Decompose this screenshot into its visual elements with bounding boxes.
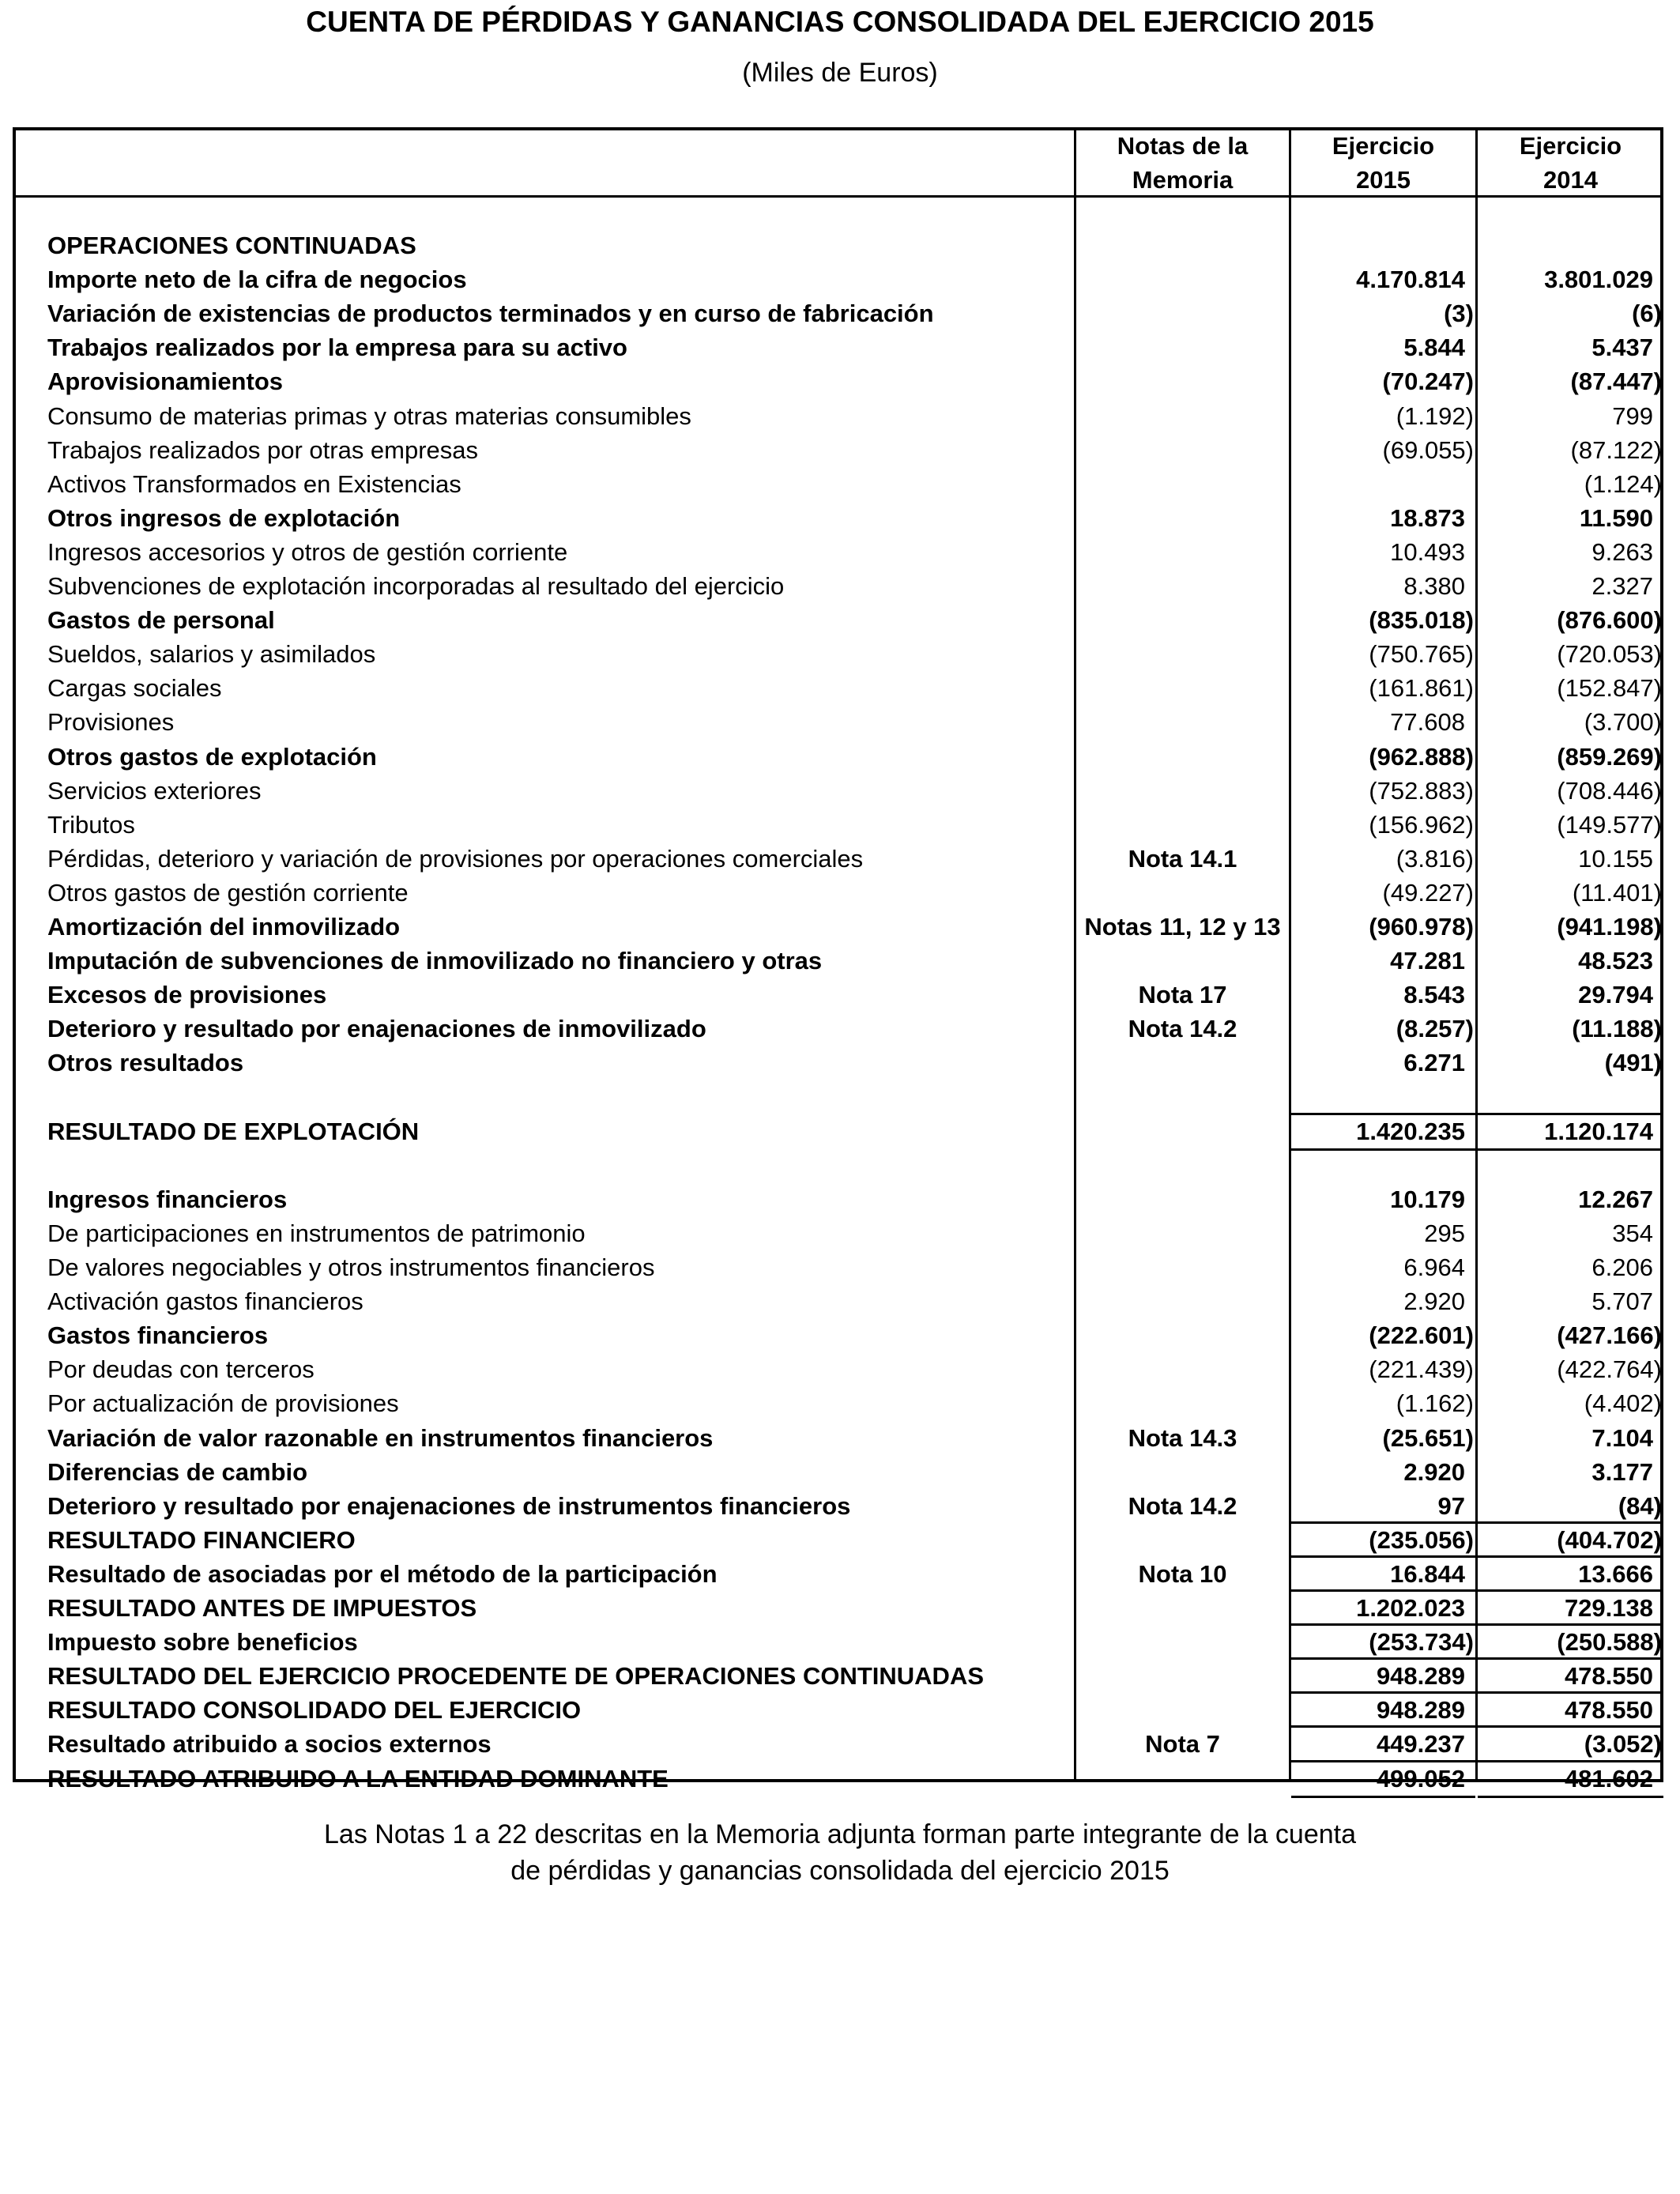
document-subtitle: (Miles de Euros) — [742, 58, 938, 88]
row-value-2014: 1.120.174 — [1478, 1113, 1663, 1152]
row-value-2014: 3.801.029 — [1544, 266, 1653, 294]
row-label: Deterioro y resultado por enajenaciones de instrumentos financieros — [47, 1491, 851, 1520]
row-value-2014: 11.590 — [1579, 503, 1653, 532]
table-row — [0, 331, 1680, 365]
row-value-2015: (70.247) — [1382, 368, 1474, 396]
row-label: Gastos de personal — [47, 606, 275, 635]
row-label: Consumo de materias primas y otras materias consumibles — [47, 401, 691, 430]
row-value-2015: (25.651) — [1382, 1423, 1474, 1452]
row-value-2014: 6.206 — [1591, 1253, 1653, 1281]
row-value-2014: 7.104 — [1591, 1423, 1653, 1452]
row-value-2015: 295 — [1424, 1219, 1465, 1247]
column-header-2015-line2: 2015 — [1356, 166, 1411, 194]
table-row — [0, 1422, 1680, 1456]
row-value-2015: (156.962) — [1369, 810, 1474, 839]
row-value-2014: (149.577) — [1557, 810, 1662, 839]
row-label: De valores negociables y otros instrumentos financieros — [47, 1253, 655, 1281]
table-row — [0, 570, 1680, 604]
row-value-2015: (3.816) — [1396, 844, 1474, 873]
row-value-2014: (491) — [1604, 1049, 1662, 1077]
row-label: Otros gastos de explotación — [47, 742, 377, 771]
row-value-2015: 4.170.814 — [1356, 266, 1465, 294]
row-value-2014: 729.138 — [1478, 1589, 1663, 1626]
table-row — [0, 1285, 1680, 1319]
row-value-2015: 449.237 — [1291, 1725, 1475, 1762]
row-label: Provisiones — [47, 708, 175, 737]
row-label: RESULTADO CONSOLIDADO DEL EJERCICIO — [47, 1696, 582, 1725]
table-row — [0, 1558, 1680, 1592]
table-row — [0, 1387, 1680, 1421]
table-row — [0, 1456, 1680, 1490]
row-label: Otros ingresos de explotación — [47, 503, 401, 532]
row-value-2014: 5.707 — [1591, 1287, 1653, 1316]
row-value-2014: 10.155 — [1578, 844, 1653, 873]
row-nota: Nota 10 — [1138, 1559, 1227, 1588]
row-value-2014: 481.602 — [1478, 1760, 1663, 1799]
table-row — [0, 741, 1680, 775]
row-value-2014: (708.446) — [1557, 776, 1662, 805]
column-header-2015-line1: Ejercicio — [1332, 132, 1435, 160]
row-value-2015: 97 — [1437, 1491, 1465, 1520]
row-value-2014: 3.177 — [1591, 1457, 1653, 1486]
row-label: Trabajos realizados por otras empresas — [47, 435, 479, 464]
column-header-notas — [1076, 129, 1289, 195]
row-value-2014: 48.523 — [1578, 947, 1653, 975]
table-row — [0, 1217, 1680, 1251]
row-nota: Notas 11, 12 y 13 — [1084, 913, 1281, 941]
row-label: Activos Transformados en Existencias — [47, 469, 461, 498]
row-value-2014: 2.327 — [1591, 572, 1653, 600]
table-row — [0, 1012, 1680, 1046]
table-row — [0, 1115, 1680, 1149]
row-value-2015: (3) — [1444, 300, 1474, 328]
row-value-2014: 12.267 — [1578, 1185, 1653, 1213]
table-row — [0, 1694, 1680, 1728]
row-value-2015: (222.601) — [1369, 1321, 1474, 1350]
table-row — [0, 706, 1680, 740]
row-label: RESULTADO ATRIBUIDO A LA ENTIDAD DOMINANTE — [47, 1764, 669, 1793]
table-row — [0, 365, 1680, 399]
row-value-2015: 1.420.235 — [1291, 1113, 1475, 1152]
row-value-2014: (87.122) — [1570, 435, 1662, 464]
row-label: RESULTADO DE EXPLOTACIÓN — [47, 1117, 420, 1145]
row-value-2015: (750.765) — [1369, 640, 1474, 669]
column-header-2014-line1: Ejercicio — [1519, 132, 1622, 160]
row-value-2014: (6) — [1632, 300, 1662, 328]
row-value-2015: 2.920 — [1403, 1287, 1465, 1316]
row-label: Ingresos accesorios y otros de gestión corriente — [47, 537, 568, 566]
row-label: Gastos financieros — [47, 1321, 269, 1350]
row-label: Resultado de asociadas por el método de la participación — [47, 1559, 718, 1588]
table-row — [0, 468, 1680, 502]
row-value-2014: (720.053) — [1557, 640, 1662, 669]
row-value-2015: 2.920 — [1403, 1457, 1465, 1486]
row-value-2015: 948.289 — [1291, 1657, 1475, 1694]
document-title: CUENTA DE PÉRDIDAS Y GANANCIAS CONSOLIDADA DEL EJERCICIO 2015 — [306, 6, 1374, 38]
row-value-2014: 9.263 — [1591, 537, 1653, 566]
row-value-2014: 478.550 — [1478, 1691, 1663, 1728]
row-value-2014: (859.269) — [1557, 742, 1662, 771]
row-value-2014: 5.437 — [1591, 334, 1653, 362]
row-value-2015: 47.281 — [1390, 947, 1465, 975]
table-row — [0, 1762, 1680, 1796]
row-value-2014: (941.198) — [1557, 913, 1662, 941]
footnote-line2: de pérdidas y ganancias consolidada del ejercicio 2015 — [510, 1856, 1170, 1886]
table-row — [0, 638, 1680, 672]
table-row — [0, 434, 1680, 468]
row-value-2015: 77.608 — [1390, 708, 1465, 737]
table-row — [0, 1046, 1680, 1080]
table-row — [0, 1728, 1680, 1762]
row-label: Diferencias de cambio — [47, 1457, 308, 1486]
table-row — [0, 843, 1680, 876]
table-row — [0, 604, 1680, 638]
row-value-2015: 18.873 — [1390, 503, 1465, 532]
table-row — [0, 297, 1680, 331]
row-value-2014: (87.447) — [1570, 368, 1662, 396]
row-label: RESULTADO ANTES DE IMPUESTOS — [47, 1594, 477, 1622]
row-value-2015: 6.964 — [1403, 1253, 1465, 1281]
row-label: Otros resultados — [47, 1049, 244, 1077]
row-value-2015: (221.439) — [1369, 1355, 1474, 1384]
row-value-2014: (84) — [1618, 1491, 1662, 1520]
row-nota: Nota 17 — [1138, 981, 1227, 1009]
table-row — [0, 263, 1680, 297]
table-row — [0, 1660, 1680, 1694]
row-value-2014: (250.588) — [1478, 1623, 1663, 1660]
table-row — [0, 876, 1680, 910]
row-value-2015: (835.018) — [1369, 606, 1474, 635]
table-row — [0, 1319, 1680, 1353]
table-row — [0, 978, 1680, 1012]
table-row — [0, 944, 1680, 978]
column-header-2014 — [1478, 129, 1663, 195]
table-row — [0, 1183, 1680, 1217]
row-label: Otros gastos de gestión corriente — [47, 878, 409, 907]
row-label: Deterioro y resultado por enajenaciones de inmovilizado — [47, 1015, 706, 1043]
column-header-notas-line2: Memoria — [1132, 166, 1234, 194]
table-row — [0, 536, 1680, 570]
row-value-2015: 8.380 — [1403, 572, 1465, 600]
row-value-2014: (3.700) — [1584, 708, 1662, 737]
row-label: Por deudas con terceros — [47, 1355, 315, 1384]
row-label: Trabajos realizados por la empresa para su activo — [47, 334, 627, 362]
row-nota: Nota 14.3 — [1128, 1423, 1237, 1452]
row-value-2015: 6.271 — [1403, 1049, 1465, 1077]
row-label: Cargas sociales — [47, 674, 222, 703]
column-header-2014-line2: 2014 — [1543, 166, 1598, 194]
row-value-2014: (11.188) — [1572, 1015, 1662, 1043]
row-value-2014: 354 — [1612, 1219, 1653, 1247]
row-value-2014: (152.847) — [1557, 674, 1662, 703]
row-label: Aprovisionamientos — [47, 368, 283, 396]
table-row — [0, 1251, 1680, 1285]
row-label: Por actualización de provisiones — [47, 1389, 399, 1418]
table-row — [0, 775, 1680, 809]
row-value-2015: 948.289 — [1291, 1691, 1475, 1728]
row-nota: Nota 14.1 — [1128, 844, 1237, 873]
row-value-2015: (960.978) — [1369, 913, 1474, 941]
row-value-2014: (3.052) — [1478, 1725, 1663, 1762]
table-row — [0, 1524, 1680, 1558]
row-label: Pérdidas, deterioro y variación de provisiones por operaciones comerciales — [47, 844, 864, 873]
table-row — [0, 229, 1680, 263]
table-row — [0, 1626, 1680, 1660]
row-value-2014: (876.600) — [1557, 606, 1662, 635]
table-row — [0, 809, 1680, 843]
row-label: Subvenciones de explotación incorporadas al resultado del ejercicio — [47, 572, 785, 600]
row-value-2015: (1.162) — [1396, 1389, 1474, 1418]
row-label: Importe neto de la cifra de negocios — [47, 266, 467, 294]
row-value-2015: (253.734) — [1291, 1623, 1475, 1660]
row-label: Sueldos, salarios y asimilados — [47, 640, 376, 669]
row-label: Servicios exteriores — [47, 776, 262, 805]
table-row — [0, 502, 1680, 536]
row-value-2014: (427.166) — [1557, 1321, 1662, 1350]
row-value-2014: (11.401) — [1572, 878, 1662, 907]
row-value-2015: (161.861) — [1369, 674, 1474, 703]
row-label: Variación de existencias de productos terminados y en curso de fabricación — [47, 300, 934, 328]
table-row — [0, 672, 1680, 706]
row-label: De participaciones en instrumentos de patrimonio — [47, 1219, 586, 1247]
row-label: Variación de valor razonable en instrumentos financieros — [47, 1423, 714, 1452]
row-label: Imputación de subvenciones de inmovilizado no financiero y otras — [47, 947, 823, 975]
row-value-2015: 5.844 — [1403, 334, 1465, 362]
row-value-2015: (1.192) — [1396, 401, 1474, 430]
row-value-2014: (4.402) — [1584, 1389, 1662, 1418]
table-row — [0, 1490, 1680, 1524]
row-value-2014: 29.794 — [1578, 981, 1653, 1009]
row-value-2014: 799 — [1612, 401, 1653, 430]
row-label: RESULTADO FINANCIERO — [47, 1525, 356, 1554]
column-header-2015 — [1291, 129, 1475, 195]
row-value-2014: 478.550 — [1478, 1657, 1663, 1694]
row-value-2014: (1.124) — [1584, 469, 1662, 498]
row-label: Impuesto sobre beneficios — [47, 1628, 358, 1657]
row-label: Activación gastos financieros — [47, 1287, 363, 1316]
column-header-notas-line1: Notas de la — [1117, 132, 1249, 160]
table-row — [0, 1353, 1680, 1387]
table-row — [0, 400, 1680, 434]
row-label: Amortización del inmovilizado — [47, 913, 401, 941]
row-value-2015: 499.052 — [1291, 1760, 1475, 1799]
row-label: Ingresos financieros — [47, 1185, 288, 1213]
row-value-2015: (49.227) — [1382, 878, 1474, 907]
row-value-2015: 1.202.023 — [1291, 1589, 1475, 1626]
row-value-2015: 16.844 — [1291, 1555, 1475, 1592]
row-value-2015: (69.055) — [1382, 435, 1474, 464]
row-value-2015: 8.543 — [1403, 981, 1465, 1009]
row-label: RESULTADO DEL EJERCICIO PROCEDENTE DE OPERACIONES CONTINUADAS — [47, 1662, 985, 1691]
footnote-line1: Las Notas 1 a 22 descritas en la Memoria adjunta forman parte integrante de la cuenta — [324, 1819, 1356, 1849]
row-label: Resultado atribuido a socios externos — [47, 1730, 492, 1759]
row-label: Excesos de provisiones — [47, 981, 327, 1009]
row-value-2015: 10.493 — [1390, 537, 1465, 566]
row-label: OPERACIONES CONTINUADAS — [47, 232, 416, 259]
row-nota: Nota 14.2 — [1128, 1491, 1237, 1520]
row-value-2015: (752.883) — [1369, 776, 1474, 805]
table-row — [0, 1592, 1680, 1626]
row-nota: Nota 7 — [1145, 1730, 1220, 1759]
row-value-2014: (422.764) — [1557, 1355, 1662, 1384]
table-row — [0, 910, 1680, 944]
row-value-2014: 13.666 — [1478, 1555, 1663, 1592]
row-value-2015: (235.056) — [1291, 1521, 1475, 1558]
row-value-2014: (404.702) — [1478, 1521, 1663, 1558]
row-value-2015: (962.888) — [1369, 742, 1474, 771]
footnote — [0, 1816, 1680, 1889]
row-label: Tributos — [47, 810, 135, 839]
row-nota: Nota 14.2 — [1128, 1015, 1237, 1043]
row-value-2015: (8.257) — [1396, 1015, 1474, 1043]
row-value-2015: 10.179 — [1390, 1185, 1465, 1213]
